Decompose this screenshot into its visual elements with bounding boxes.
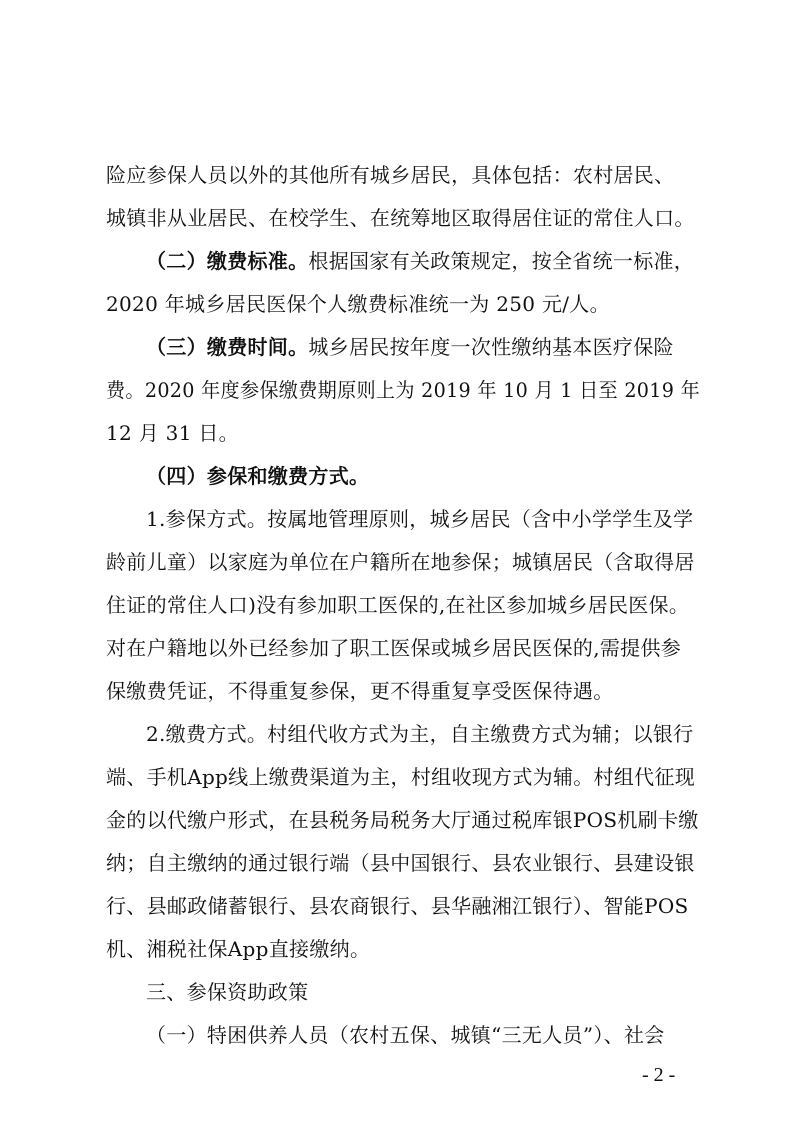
text-run: 对在户籍地以外已经参加了职工医保或城乡居民医保的,需提供参 (106, 636, 682, 660)
paragraph-line (106, 678, 614, 704)
text-run: 三、参保资助政策 (146, 980, 309, 1004)
text-run: 2.缴费方式。村组代收方式为主，自主缴费方式为辅；以银行 (146, 722, 694, 746)
paragraph-line (146, 721, 693, 747)
paragraph-line (146, 1022, 665, 1048)
text-run: 城镇非从业居民、在校学生、在统筹地区取得居住证的常住人口。 (106, 206, 695, 230)
paragraph-line (106, 936, 370, 962)
text-run: 住证的常住人口)没有参加职工医保的,在社区参加城乡居民医保。 (106, 593, 690, 617)
paragraph-line (106, 162, 674, 188)
paragraph-line (146, 248, 694, 274)
paragraph-line (146, 334, 674, 360)
paragraph-line (106, 549, 695, 575)
section-title (146, 979, 308, 1005)
text-run: （一）特困供养人员（农村五保、城镇“三无人员”）、社会 (146, 1023, 665, 1047)
text-run: 城乡居民按年度一次性缴纳基本医疗保险 (308, 335, 674, 359)
paragraph-line (106, 420, 239, 446)
text-run: 保缴费凭证，不得重复参保，更不得重复享受医保待遇。 (106, 679, 614, 703)
text-run: 12 月 31 日。 (106, 421, 239, 445)
paragraph-line (106, 850, 695, 876)
paragraph-line (106, 205, 695, 231)
section-heading: （二）缴费标准。 (146, 249, 309, 273)
text-run: 金的以代缴户形式，在县税务局税务大厅通过税库银POS机刷卡缴 (106, 808, 699, 832)
text-run: 龄前儿童）以家庭为单位在户籍所在地参保；城镇居民（含取得居 (106, 550, 695, 574)
paragraph-line (106, 592, 689, 618)
text-run: 行、县邮政储蓄银行、县农商银行、县华融湘江银行）、智能POS (106, 894, 689, 918)
text-run: 1.参保方式。按属地管理原则，城乡居民（含中小学学生及学 (146, 507, 694, 531)
text-run: 2020 年城乡居民医保个人缴费标准统一为 250 元/人。 (106, 292, 610, 316)
text-run: 险应参保人员以外的其他所有城乡居民，具体包括：农村居民、 (106, 163, 675, 187)
text-run: 费。2020 年度参保缴费期原则上为 2019 年 10 月 1 日至 2019 年 (106, 378, 700, 402)
text-run: 纳；自主缴纳的通过银行端（县中国银行、县农业银行、县建设银 (106, 851, 695, 875)
paragraph-line (106, 291, 610, 317)
paragraph-line (106, 893, 689, 919)
text-run: 机、湘税社保App直接缴纳。 (106, 937, 371, 961)
paragraph-line (146, 506, 693, 532)
paragraph-line (106, 377, 700, 403)
section-heading: （四）参保和缴费方式。 (146, 464, 370, 488)
section-heading: （三）缴费时间。 (146, 335, 309, 359)
paragraph-line (146, 463, 369, 489)
paragraph-line (106, 764, 695, 790)
text-run: 端、手机App线上缴费渠道为主，村组收现方式为辅。村组代征现 (106, 765, 696, 789)
paragraph-line (106, 807, 699, 833)
paragraph-line (106, 635, 681, 661)
text-run: 根据国家有关政策规定，按全省统一标准， (308, 249, 695, 273)
page-number: - 2 - (642, 1064, 676, 1086)
